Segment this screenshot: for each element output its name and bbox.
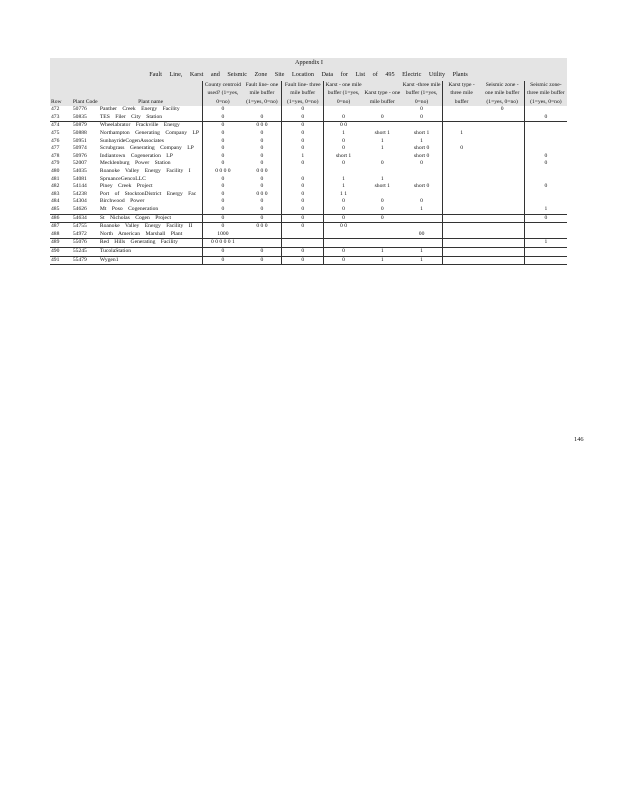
cell-row: 478 (51, 152, 60, 159)
cell-c6: 1 (402, 206, 443, 214)
cell-row: 491 (50, 256, 72, 265)
cell-c5: 1 (363, 256, 401, 265)
table-row (50, 114, 567, 122)
cell-c2: 0 (260, 198, 264, 205)
cell-c9 (524, 191, 567, 199)
cell-c8 (481, 114, 525, 122)
cell-row: 481 (51, 175, 60, 182)
cell-c9: 0 (524, 160, 567, 168)
cell-c3: 0 (282, 214, 324, 223)
cell-c8 (481, 223, 525, 231)
cell-c5 (363, 191, 401, 199)
cell-name: Birchwood Power (99, 198, 145, 205)
cell-c6 (402, 239, 443, 248)
cell-c8 (481, 239, 525, 248)
cell-code: 55076 (72, 239, 99, 248)
cell-c5 (363, 231, 401, 239)
cell-c2: 0 (242, 114, 282, 122)
cell-c2 (242, 231, 282, 239)
cell-c6 (402, 122, 443, 130)
cell-c5: 1 (380, 137, 384, 144)
cell-c7 (442, 206, 480, 214)
cell-c2: 0 0 0 (256, 122, 268, 129)
table-row (50, 214, 567, 223)
cell-name: Wheelabrator Frackville Energy (99, 122, 180, 129)
table-row (50, 106, 567, 114)
cell-c1: 0 (203, 183, 243, 191)
cell-c9 (524, 168, 567, 176)
cell-c3: 0 (282, 191, 324, 199)
cell-c2: 0 (260, 152, 264, 159)
table-row (50, 206, 567, 214)
cell-c3: 0 (282, 183, 324, 191)
cell-c8 (481, 168, 525, 176)
cell-c6: 0 (420, 160, 423, 167)
cell-c1: 0 (203, 138, 243, 146)
cell-c3: 1 (282, 153, 324, 161)
cell-c9 (524, 145, 567, 153)
cell-c5: 1 (380, 145, 384, 152)
cell-c3: 0 (282, 138, 324, 146)
cell-code: 50976 (72, 152, 87, 159)
cell-code: 50879 (72, 122, 87, 129)
cell-c7 (442, 231, 480, 239)
table-row (50, 153, 567, 161)
appendix-title: Appendix I (294, 59, 323, 66)
cell-c9: 0 (524, 153, 567, 161)
cell-c3: 0 (282, 122, 324, 130)
cell-c1: 0 (203, 198, 243, 206)
cell-c6 (402, 168, 443, 176)
cell-c7 (442, 122, 480, 130)
cell-code: 52007 (72, 160, 87, 167)
cell-name: Indiantown Cogeneration LP (99, 152, 173, 159)
cell-c1: 0 (203, 247, 243, 256)
cell-c4 (324, 231, 364, 239)
cell-row: 475 (51, 130, 60, 136)
cell-c1: 0 (203, 122, 243, 130)
table-row (50, 145, 567, 153)
cell-c4 (324, 106, 364, 114)
cell-c2: 0 (260, 160, 264, 167)
cell-c7 (442, 160, 480, 168)
table-row (50, 256, 567, 265)
table-row (50, 239, 567, 248)
cell-code: 54634 (72, 214, 99, 223)
cell-code: 54144 (72, 183, 87, 190)
cell-code: 55245 (72, 247, 99, 256)
table-title: Fault Line, Karst and Seismic Zone Site Location Data for List of 495 Electric Utility Plants (149, 71, 468, 78)
cell-code: 54238 (72, 190, 87, 197)
header-fault-one-mile: Fault line- one mile buffer (1=yes, 0=no) (242, 81, 282, 106)
cell-c8 (481, 122, 525, 130)
cell-c2: 0 (260, 137, 264, 144)
cell-name: Mecklenburg Power Station (99, 160, 171, 167)
cell-code: 55479 (72, 256, 99, 265)
cell-c6: 0 (420, 198, 423, 205)
cell-c8 (481, 138, 525, 146)
cell-c2: 0 0 0 (256, 167, 268, 174)
cell-c6: 1 (402, 247, 443, 256)
cell-c6: short 0 (413, 152, 430, 159)
cell-c3: 0 (282, 223, 324, 231)
header-seismic-one-mile: Seismic zone - one mile buffer (1=yes, 0=no) (481, 81, 525, 106)
cell-c6 (402, 191, 443, 199)
cell-c7 (442, 239, 480, 248)
cell-c8 (481, 247, 525, 256)
cell-c4: 0 (324, 206, 364, 214)
cell-c1: 0 (203, 160, 243, 168)
cell-row: 485 (50, 206, 72, 214)
cell-c3: 0 (282, 160, 324, 168)
cell-code: 50776 (72, 106, 87, 113)
cell-row: 490 (50, 247, 72, 256)
cell-c4 (324, 168, 364, 176)
cell-c2: 0 (260, 183, 264, 190)
cell-c1: 0 0 0 0 0 1 (203, 239, 243, 248)
cell-c1: 0 (203, 206, 243, 214)
cell-c1: 0 (203, 214, 243, 223)
cell-c7 (442, 114, 480, 122)
cell-c7 (442, 247, 480, 256)
cell-c7 (442, 256, 480, 265)
table-header-row (50, 81, 567, 106)
cell-name: Mt Poso Cogeneration (99, 206, 203, 214)
cell-name: TucolaStation (99, 247, 203, 256)
table-row (50, 191, 567, 199)
cell-row: 488 (50, 231, 72, 239)
cell-name: SunbayrideCogenAssociates (99, 137, 164, 144)
cell-c6 (402, 223, 443, 231)
cell-c4: 0 (324, 256, 364, 265)
cell-row: 484 (51, 198, 60, 205)
cell-row: 487 (51, 223, 60, 230)
cell-c8: 0 (500, 106, 504, 113)
cell-c5 (363, 106, 401, 114)
cell-c2: 0 (242, 256, 282, 265)
cell-c6: 0 (402, 114, 443, 122)
cell-c4: 1 (324, 130, 364, 138)
cell-c6: short 1 (413, 130, 430, 136)
cell-c5 (363, 168, 401, 176)
cell-c7 (442, 153, 480, 161)
cell-c2: 0 (260, 145, 264, 152)
cell-c1: 0 (203, 106, 243, 114)
cell-c4: 0 (324, 198, 364, 206)
cell-c1: 0 (203, 176, 243, 184)
cell-c5 (363, 223, 401, 231)
cell-c9 (524, 122, 567, 130)
cell-c6: 00 (402, 231, 443, 239)
cell-c3 (282, 168, 324, 176)
header-karst-one-mile: Karst - one mile buffer (1=yes, 0=no) (325, 82, 362, 105)
cell-c4: 0 0 (324, 122, 364, 130)
cell-c2: 0 (242, 206, 282, 214)
cell-c1: 0 (203, 130, 243, 138)
cell-c2 (242, 106, 282, 114)
cell-c2: 0 (242, 214, 282, 223)
cell-c4 (324, 239, 364, 248)
cell-c2: 0 (260, 130, 264, 136)
cell-c7 (442, 168, 480, 176)
cell-c5 (363, 153, 401, 161)
cell-c4: short 1 (324, 153, 364, 161)
cell-c9 (524, 106, 567, 114)
cell-row: 477 (51, 145, 60, 152)
cell-c5: 1 (363, 247, 401, 256)
table-row (50, 168, 567, 176)
table-row (50, 130, 567, 138)
cell-c7 (442, 223, 480, 231)
cell-c4: 0 (324, 160, 364, 168)
cell-c1: 0 (203, 114, 243, 122)
cell-c6: short 0 (413, 183, 430, 190)
cell-c8 (481, 160, 525, 168)
header-seismic-three-mile: Seismic zone- three mile buffer (1=yes, 0=no) (524, 81, 567, 106)
cell-c6 (402, 176, 443, 184)
cell-c5: 0 (363, 206, 401, 214)
cell-code: 54035 (72, 167, 87, 174)
cell-c6: 1 (402, 256, 443, 265)
cell-row: 473 (50, 114, 72, 122)
cell-c1: 0 (203, 191, 243, 199)
cell-c6 (402, 214, 443, 223)
cell-c7 (442, 214, 480, 223)
cell-c5: short 1 (374, 130, 390, 136)
table-row (50, 231, 567, 239)
cell-row: 474 (51, 122, 60, 129)
table-row (50, 176, 567, 184)
cell-c5: 0 (363, 214, 401, 223)
cell-c9 (524, 231, 567, 239)
cell-c7 (442, 106, 480, 114)
cell-code: 50835 (72, 114, 99, 122)
header-fault-three-mile: Fault line- three mile buffer (1=yes, 0=no) (282, 81, 324, 106)
table-row (50, 223, 567, 231)
cell-c3: 0 (282, 176, 324, 184)
cell-name: Roanoke Valley Energy Facility I (99, 167, 191, 174)
table-row (50, 160, 567, 168)
cell-c8 (481, 231, 525, 239)
cell-name: TES Filer City Station (99, 114, 203, 122)
cell-c1: 0 (203, 223, 243, 231)
cell-c8 (481, 206, 525, 214)
cell-c6: 0 (420, 106, 423, 113)
cell-c4: 0 0 (324, 223, 364, 231)
cell-c8 (481, 198, 525, 206)
cell-c8 (481, 183, 525, 191)
cell-c8 (481, 176, 525, 184)
cell-name: Port of StocktonDistrict Energy Fac (99, 190, 197, 197)
cell-c9: 1 (524, 239, 567, 248)
page-number: 146 (574, 436, 584, 443)
cell-c8 (481, 145, 525, 153)
cell-c2 (242, 239, 282, 248)
cell-row: 489 (50, 239, 72, 248)
fault-karst-seismic-table (50, 81, 567, 265)
header-row-number: Row (50, 81, 72, 106)
cell-c4: 1 (324, 176, 364, 184)
cell-c9 (524, 176, 567, 184)
cell-c4: 0 (324, 247, 364, 256)
cell-c7: 0 (442, 145, 480, 153)
header-plant-name: Plant name (99, 81, 203, 106)
cell-c3: 0 (282, 206, 324, 214)
cell-c8 (481, 214, 525, 223)
cell-c2: 0 (260, 175, 264, 182)
table-row (50, 198, 567, 206)
cell-c8 (481, 153, 525, 161)
cell-c7 (442, 198, 480, 206)
cell-c4: 0 (324, 214, 364, 223)
cell-row: 479 (51, 160, 60, 167)
table-row (50, 138, 567, 146)
cell-row: 482 (51, 183, 60, 190)
cell-c5 (363, 122, 401, 130)
cell-c3: 0 (282, 198, 324, 206)
table-row (50, 247, 567, 256)
cell-c3: 0 (282, 114, 324, 122)
cell-c9 (524, 223, 567, 231)
header-county-centroid: County centroid used? (1=yes, 0=no) (204, 82, 241, 105)
cell-c4: 0 (324, 138, 364, 146)
cell-c3: 0 (282, 145, 324, 153)
cell-c3: 0 (282, 256, 324, 265)
cell-code: 54304 (72, 198, 87, 205)
cell-c5 (363, 239, 401, 248)
cell-c9: 1 (524, 206, 567, 214)
cell-c5: 0 (380, 198, 384, 205)
header-karst-type-one-mile: Karst type - one mile buffer (363, 81, 401, 106)
cell-c2: 0 (242, 247, 282, 256)
cell-c9 (524, 138, 567, 146)
cell-name: Wygen1 (99, 256, 203, 265)
header-plant-code: Plant Code (72, 81, 99, 106)
cell-name: St Nicholas Cogen Project (99, 214, 203, 223)
cell-row: 483 (51, 190, 60, 197)
cell-c5: short 1 (374, 183, 390, 190)
cell-c3: 0 (282, 130, 324, 138)
cell-code: 50888 (72, 130, 87, 136)
cell-c4: 0 (324, 145, 364, 153)
cell-c9: 0 (524, 183, 567, 191)
cell-c3 (282, 231, 324, 239)
cell-name: Panther Creek Energy Facility (99, 106, 180, 113)
cell-c6: 1 (420, 137, 423, 144)
cell-code: 54972 (72, 231, 99, 239)
cell-c2: 0 0 0 (256, 190, 268, 197)
cell-code: 50951 (72, 137, 87, 144)
cell-name: Roanoke Valley Energy Facility II (99, 223, 193, 230)
cell-c4: 1 1 (324, 191, 364, 199)
cell-row: 476 (51, 137, 60, 144)
cell-c1: 1000 (203, 231, 243, 239)
cell-c7: 1 (442, 130, 480, 138)
cell-c4: 0 (324, 114, 364, 122)
cell-code: 54626 (72, 206, 99, 214)
cell-c9: 0 (524, 214, 567, 223)
cell-c3: 0 (282, 106, 324, 114)
cell-name: SpruanceGencoLLC (99, 175, 146, 182)
cell-c8 (481, 130, 525, 138)
cell-c9 (524, 256, 567, 265)
cell-c9 (524, 198, 567, 206)
cell-c7 (442, 183, 480, 191)
cell-c5: 0 (380, 160, 384, 167)
cell-c1: 0 (203, 145, 243, 153)
cell-code: 54755 (72, 223, 87, 230)
header-karst-type-three-mile: Karst type - three mile buffer (442, 81, 480, 106)
cell-c9 (524, 130, 567, 138)
cell-row: 486 (50, 214, 72, 223)
cell-c1: 0 (203, 153, 243, 161)
cell-c1: 0 (203, 256, 243, 265)
cell-name: Northampton Generating Company LP (99, 130, 200, 136)
cell-code: 54081 (72, 175, 87, 182)
cell-name: Red Hills Generating Facility (99, 239, 203, 248)
cell-c7 (442, 138, 480, 146)
cell-code: 50974 (72, 145, 87, 152)
cell-row: 472 (51, 106, 60, 113)
cell-c8 (481, 191, 525, 199)
cell-c7 (442, 191, 480, 199)
cell-row: 480 (51, 167, 60, 174)
header-karst-three-mile: Karst -three mile buffer (1=yes, 0=no) (402, 82, 441, 105)
cell-name: Scrubgrass Generating Company LP (99, 145, 194, 152)
cell-c9: 0 (524, 114, 567, 122)
cell-c5: 0 (363, 114, 401, 122)
cell-c4: 1 (324, 183, 364, 191)
cell-c3: 0 (282, 247, 324, 256)
cell-c1: 0 0 0 0 (203, 168, 243, 176)
cell-c2: 0 0 0 (256, 223, 268, 230)
cell-c5: 1 (380, 175, 384, 182)
cell-name: North American Marshall Plant (99, 231, 203, 239)
table-row (50, 183, 567, 191)
cell-c3 (282, 239, 324, 248)
table-row (50, 122, 567, 130)
cell-c6: short 0 (413, 145, 430, 152)
cell-c9 (524, 247, 567, 256)
cell-c7 (442, 176, 480, 184)
cell-c8 (481, 256, 525, 265)
cell-name: Piney Creek Project (99, 183, 153, 190)
